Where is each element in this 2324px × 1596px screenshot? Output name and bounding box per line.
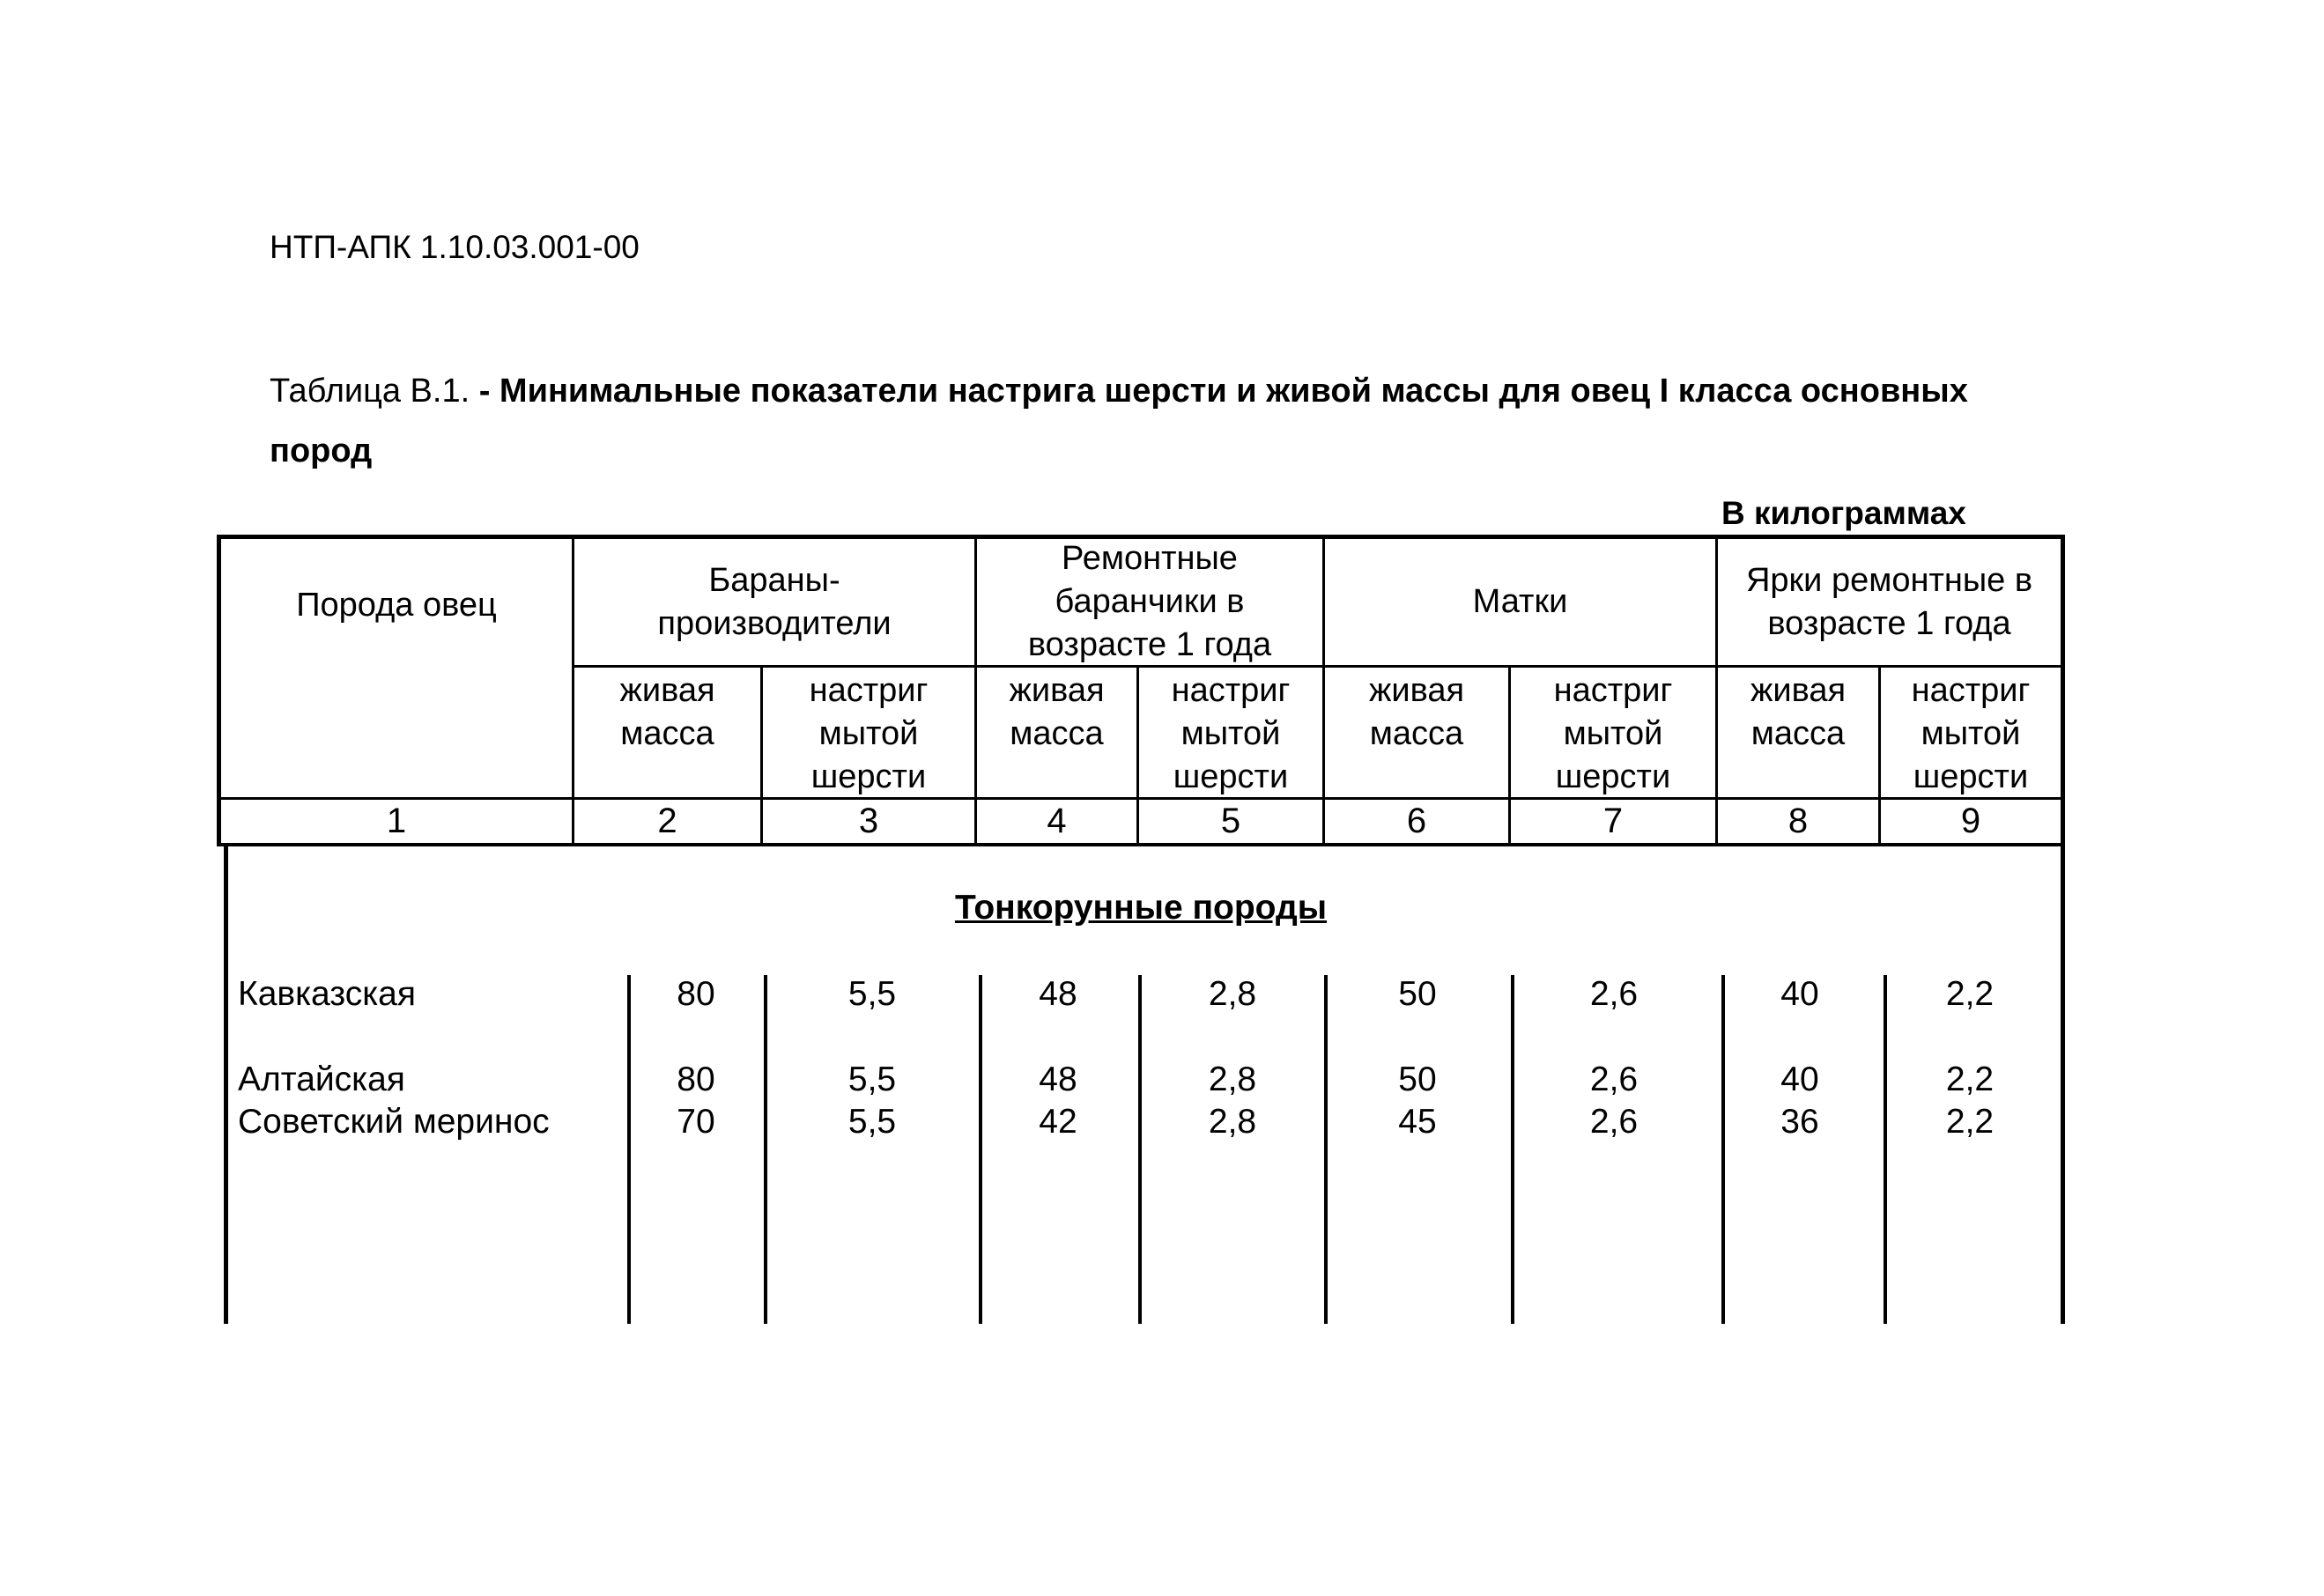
header-group-rams-text: Бараны-производители (657, 561, 892, 642)
column-number: 9 (1960, 802, 1981, 840)
column-numbers-divider (217, 843, 2065, 846)
header-group-ewe-lambs-text: Ярки ремонтные в возрасте 1 года (1745, 561, 2033, 642)
units-note: В килограммах (1721, 495, 1966, 531)
column-number: 1 (386, 802, 407, 840)
value-cell: 2,2 (1945, 1103, 1995, 1141)
column-number: 2 (657, 802, 677, 840)
body-col-divider-8 (1884, 975, 1887, 1324)
value-cell: 2,8 (1208, 1060, 1257, 1098)
value-cell: 50 (1398, 975, 1437, 1013)
subheader-text: живая масса (1750, 672, 1847, 752)
value-cell: 2,2 (1945, 975, 1995, 1013)
body-col-divider-2 (764, 975, 767, 1324)
value-cell: 42 (1039, 1103, 1077, 1141)
breed-name: Советский меринос (238, 1103, 550, 1141)
table-caption-text: - Минимальные показатели настрига шерсти и живой массы для овец I класса основных пород (270, 373, 1968, 469)
value-cell: 2,2 (1945, 1060, 1995, 1098)
subheader-wool-ewes (1511, 669, 1715, 797)
table-caption (270, 361, 1996, 481)
wool-weight-table (217, 535, 2065, 1324)
column-number: 4 (1047, 802, 1067, 840)
header-group-divider (573, 665, 2065, 668)
subheader-wool-ewe-lambs (1881, 669, 2061, 797)
value-cell: 40 (1780, 1060, 1819, 1098)
breed-name: Алтайская (238, 1060, 405, 1098)
column-number: 5 (1220, 802, 1241, 840)
subheader-text: настриг мытой шерсти (1911, 672, 2031, 795)
subheader-wool-rams (763, 669, 974, 797)
subheader-text: живая масса (1368, 672, 1465, 752)
value-cell: 2,6 (1589, 1103, 1639, 1141)
column-number: 8 (1787, 802, 1809, 840)
header-group-young-rams (977, 539, 1322, 665)
body-col-divider-1 (627, 975, 631, 1324)
subheader-live-weight-ewe-lambs (1718, 669, 1878, 797)
header-group-young-rams-text: Ремонтные баранчики в возрасте 1 года (1027, 540, 1272, 663)
header-group-ewe-lambs (1718, 539, 2061, 665)
subheader-live-weight-rams (574, 669, 760, 797)
column-number: 6 (1406, 802, 1427, 840)
value-cell: 5,5 (847, 1103, 897, 1141)
value-cell: 40 (1780, 975, 1819, 1013)
subheader-text: настриг мытой шерсти (1553, 672, 1673, 795)
body-col-divider-6 (1511, 975, 1514, 1324)
value-cell: 2,6 (1589, 975, 1639, 1013)
value-cell: 5,5 (847, 1060, 897, 1098)
column-number: 7 (1602, 802, 1624, 840)
header-breed: Порода овец (296, 586, 497, 624)
value-cell: 2,8 (1208, 975, 1257, 1013)
header-group-rams (574, 539, 974, 665)
value-cell: 80 (677, 1060, 715, 1098)
subheader-text: настриг мытой шерсти (809, 672, 929, 795)
body-col-divider-5 (1324, 975, 1328, 1324)
value-cell: 36 (1780, 1103, 1819, 1141)
value-cell: 48 (1039, 1060, 1077, 1098)
body-col-divider-7 (1721, 975, 1725, 1324)
column-number: 3 (858, 802, 879, 840)
value-cell: 70 (677, 1103, 715, 1141)
subheader-live-weight-young-rams (977, 669, 1136, 797)
subheader-text: живая масса (619, 672, 715, 752)
subheader-text: настриг мытой шерсти (1171, 672, 1291, 795)
value-cell: 80 (677, 975, 715, 1013)
subheader-text: живая масса (1009, 672, 1105, 752)
value-cell: 50 (1398, 1060, 1437, 1098)
section-title: Тонкорунные породы (954, 889, 1328, 927)
table-right-border (2061, 535, 2065, 1324)
body-col-divider-4 (1138, 975, 1142, 1324)
header-group-ewes: Матки (1472, 583, 1568, 620)
subheader-live-weight-ewes (1325, 669, 1508, 797)
value-cell: 48 (1039, 975, 1077, 1013)
value-cell: 45 (1398, 1103, 1437, 1141)
body-col-divider-3 (979, 975, 982, 1324)
breed-name: Кавказская (238, 975, 416, 1013)
value-cell: 2,8 (1208, 1103, 1257, 1141)
value-cell: 2,6 (1589, 1060, 1639, 1098)
document-code: НТП-АПК 1.10.03.001-00 (270, 229, 640, 265)
value-cell: 5,5 (847, 975, 897, 1013)
table-caption-label: Таблица В.1. (270, 373, 470, 410)
subheader-wool-young-rams (1139, 669, 1322, 797)
